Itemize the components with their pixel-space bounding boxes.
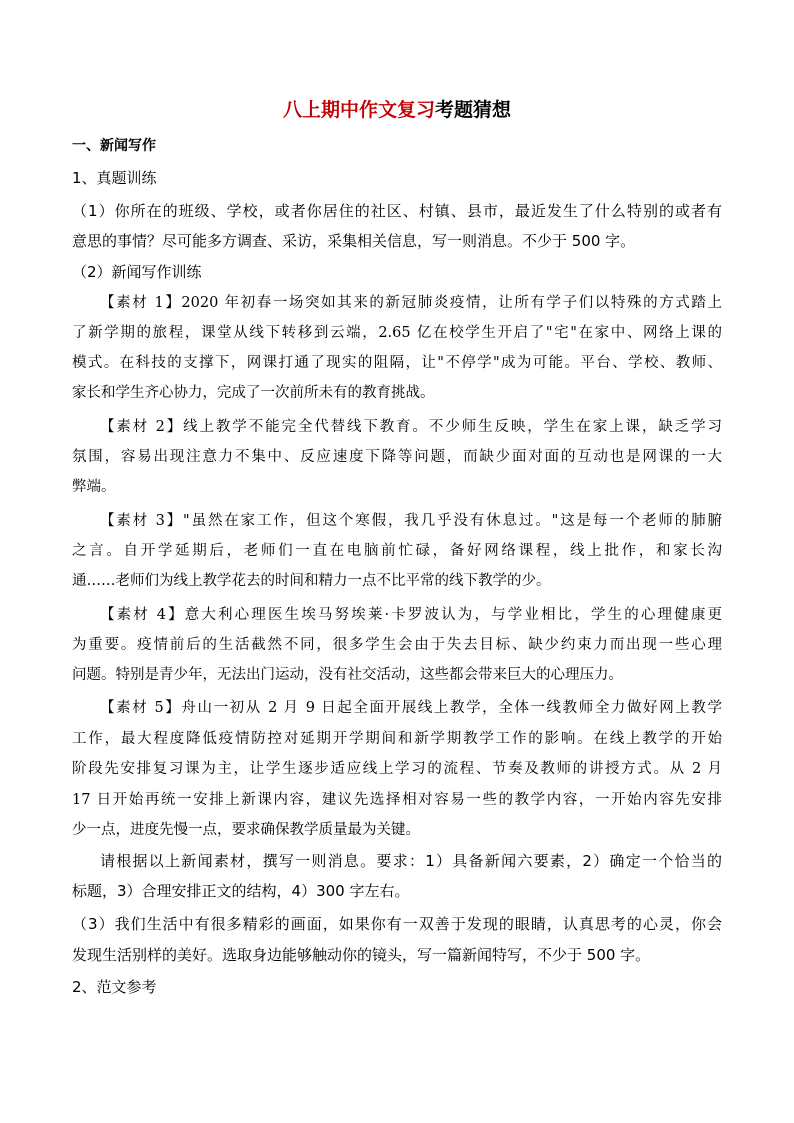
material4-line: 为重要。疫情前后的生活截然不同，很多学生会由于失去目标、缺少约束力而出现一些心理 [72,637,722,653]
material5-line: 【素材 5】舟山一初从 2 月 9 日起全面开展线上教学，全体一线教师全力做好网上教学 [100,700,722,716]
section-heading-news-writing: 一、新闻写作 [72,138,156,154]
material4-line: 【素材 4】意大利心理医生埃马努埃莱·卡罗波认为，与学业相比，学生的心理健康更 [100,607,722,623]
material5-line: 17 日开始再统一安排上新课内容，建议先选择相对容易一些的教学内容，一开始内容先安排 [72,792,722,808]
question3-line: 发现生活别样的美好。选取身边能够触动你的镜头，写一篇新闻特写，不少于 500 字。 [72,946,651,964]
writing-task-line: 标题，3）合理安排正文的结构，4）300 字左右。 [72,882,410,900]
material5-line: 少一点，进度先慢一点，要求确保教学质量最为关键。 [72,822,420,838]
material1-line: 了新学期的旅程，课堂从线下转移到云端，2.65 亿在校学生开启了"宅"在家中、网络上课的 [72,325,722,341]
material4-line: 问题。特别是青少年，无法出门运动，没有社交活动，这些都会带来巨大的心理压力。 [72,667,623,683]
material2-line: 【素材 2】线上教学不能完全代替线下教育。不少师生反映，学生在家上课，缺乏学习 [100,419,722,435]
question3-line: （3）我们生活中有很多精彩的画面，如果你有一双善于发现的眼睛，认真思考的心灵，你会 [72,915,722,933]
material2-line: 氛围，容易出现注意力不集中、反应速度下降等问题，而缺少面对面的互动也是网课的一大 [72,449,722,465]
question1-line: （1）你所在的班级、学校，或者你居住的社区、村镇、县市，最近发生了什么特别的或者有 [72,202,722,220]
material5-line: 阶段先安排复习课为主，让学生逐步适应线上学习的流程、节奏及教师的讲授方式。从 2 月 [72,761,722,777]
document-title [0,98,794,122]
material3-line: 之言。自开学延期后，老师们一直在电脑前忙碌，备好网络课程，线上批作，和家长沟 [72,543,722,559]
material5-line: 工作，最大程度降低疫情防控对延期开学期间和新学期教学工作的影响。在线上教学的开始 [72,731,722,747]
material1-line: 【素材 1】2020 年初春一场突如其来的新冠肺炎疫情，让所有学子们以特殊的方式踏上 [100,295,722,311]
material1-line: 家长和学生齐心协力，完成了一次前所未有的教育挑战。 [72,385,435,401]
subheading-model-essay: 2、范文参考 [72,978,157,996]
material1-line: 模式。在科技的支撑下，网课打通了现实的阻隔，让"不停学"成为可能。平台、学校、教师、 [72,355,722,371]
title-red-part: 八上期中作文复习 [282,99,435,121]
subheading-real-exam-practice: 1、真题训练 [72,169,157,187]
question1-line: 意思的事情？尽可能多方调查、采访，采集相关信息，写一则消息。不少于 500 字。 [72,232,636,250]
title-black-part: 考题猜想 [435,99,512,121]
writing-task-line: 请根据以上新闻素材，撰写一则消息。要求：1）具备新闻六要素，2）确定一个恰当的 [100,852,722,870]
material3-line: 【素材 3】"虽然在家工作，但这个寒假，我几乎没有休息过。"这是每一个老师的肺腑 [100,513,722,529]
question2-heading: （2）新闻写作训练 [72,263,202,281]
material2-line: 弊端。 [72,479,116,495]
material3-line: 通……老师们为线上教学花去的时间和精力一点不比平常的线下教学的少。 [72,573,551,589]
